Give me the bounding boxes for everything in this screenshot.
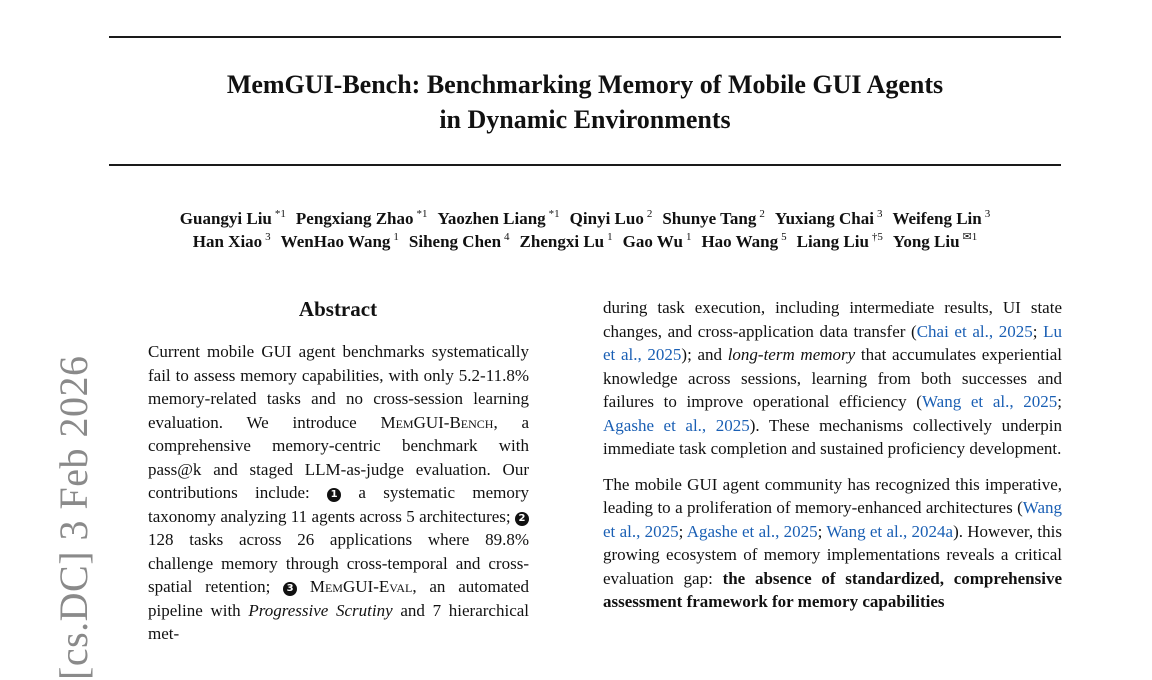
affiliation-marker: 4 [504, 231, 510, 243]
abstract-text: 128 tasks across 26 applications where 89.8% challenge memory through cross-temporal and cross-spatial retention; [148, 530, 529, 596]
abstract-text [297, 577, 310, 596]
body-text: during task execution, including intermediate results, UI state changes, and cross-application data transfer ( [603, 298, 1062, 341]
body-text: that accumulates experiential knowledge across sessions, learning from both successes and failures to improve operational efficiency ( [603, 345, 1062, 411]
author-name-text: Pengxiang Zhao [295, 209, 414, 228]
citation-link[interactable]: Wang et al., 2024a [826, 521, 954, 541]
abstract-text: , a comprehensive memory-centric benchmark with pass@k and staged LLM-as-judge evaluation. Our contributions include: [148, 412, 530, 502]
author-name-text: Shunye Tang [662, 209, 757, 228]
eval-pipeline-name: MemGUI-Eval [309, 577, 413, 596]
body-text: ). However, this growing ecosystem of memory implementations reveals a critical evaluation gap: [603, 521, 1062, 588]
author-name-text: WenHao Wang [280, 232, 391, 251]
author-name-text: Yaozhen Liang [437, 209, 546, 228]
right-column [603, 296, 1062, 614]
author-name [701, 232, 786, 251]
author-name [775, 209, 883, 228]
bold-statement: the absence of standardized, comprehensive assessment framework for memory capabilities [603, 568, 1062, 611]
body-text: The mobile GUI agent community has recognized this imperative, leading to a proliferation of memory-enhanced architectures ( [603, 474, 1062, 517]
author-name [520, 232, 613, 251]
author-name [797, 232, 883, 251]
emphasis-text: long-term memory [727, 345, 856, 364]
body-text: ; [817, 521, 827, 541]
author-name-text: Qinyi Luo [569, 209, 644, 228]
title-line-2: in Dynamic Environments [439, 105, 731, 134]
author-name-text: Gao Wu [622, 232, 683, 251]
citation-link[interactable]: Agashe et al., 2025 [686, 521, 818, 541]
title-bottom-rule [109, 164, 1061, 166]
affiliation-marker: 5 [781, 231, 787, 243]
number-badge-icon: 1 [327, 488, 341, 502]
body-text: ); and [681, 345, 728, 364]
benchmark-name: MemGUI-Bench [380, 412, 494, 432]
author-name [180, 209, 286, 228]
affiliation-marker: 2 [759, 208, 765, 220]
abstract-heading: Abstract [298, 297, 378, 321]
author-name-text: Zhengxi Lu [519, 232, 605, 251]
author-name-text: Yong Liu [892, 232, 960, 251]
title-top-rule [109, 36, 1061, 38]
author-name-text: Liang Liu [796, 232, 869, 251]
abstract-body [148, 340, 529, 646]
citation-link[interactable]: Wang et al., 2025 [603, 498, 1062, 541]
abstract-text: , an automated pipeline with [148, 577, 530, 620]
paper-title [109, 67, 1061, 137]
affiliation-marker: †5 [871, 231, 883, 243]
abstract-text: and 7 hierarchical met- [148, 600, 530, 643]
author-line-2 [100, 230, 1070, 253]
author-name [409, 232, 510, 251]
author-name [893, 232, 977, 251]
paragraph-memory-types [603, 296, 1062, 461]
author-name [623, 232, 692, 251]
author-name-text: Siheng Chen [408, 232, 502, 251]
author-name [281, 232, 399, 251]
author-name [193, 232, 271, 251]
author-name-text: Yuxiang Chai [774, 209, 874, 228]
affiliation-marker: 1 [607, 231, 613, 243]
affiliation-marker: *1 [416, 208, 428, 220]
paragraph-evaluation-gap [603, 473, 1062, 614]
affiliation-marker: 2 [646, 208, 653, 220]
author-name [438, 209, 560, 228]
author-name [892, 209, 990, 228]
arxiv-stamp: [cs.DC] 3 Feb 2026 [51, 355, 96, 680]
citation-link[interactable]: Wang et al., 2025 [921, 392, 1058, 411]
author-name-text: Hao Wang [701, 232, 779, 251]
affiliation-marker: *1 [548, 208, 560, 220]
number-badge-icon: 3 [283, 582, 297, 596]
citation-link[interactable]: Chai et al., 2025 [916, 321, 1033, 341]
abstract-text: Current mobile GUI agent benchmarks systematically fail to assess memory capabilities, with only 5.2-11.8% memory-related tasks and no cross-session learning evaluation. We introduce [148, 342, 529, 432]
body-text: ; [1057, 392, 1062, 411]
title-line-1: MemGUI-Bench: Benchmarking Memory of Mobile GUI Agents [226, 70, 944, 99]
author-name-text: Han Xiao [192, 232, 263, 251]
author-list [100, 207, 1070, 253]
affiliation-marker: 1 [685, 231, 692, 243]
author-name-text: Weifeng Lin [892, 209, 982, 228]
author-name [570, 209, 653, 228]
author-name [662, 209, 765, 228]
affiliation-marker: *1 [274, 208, 286, 220]
author-line-1 [100, 207, 1070, 230]
body-text: ; [678, 521, 687, 541]
citation-link[interactable]: Lu et al., 2025 [603, 321, 1062, 364]
abstract-text: a systematic memory taxonomy analyzing 11 agents across 5 architectures; [148, 483, 529, 526]
affiliation-marker: 3 [265, 231, 271, 243]
number-badge-icon: 2 [515, 512, 529, 526]
affiliation-marker: 1 [393, 231, 399, 243]
affiliation-marker: 3 [876, 208, 883, 220]
author-name [296, 209, 428, 228]
affiliation-marker: ✉1 [962, 231, 978, 243]
body-text: ). These mechanisms collectively underpin immediate task completion and sustained proficiency development. [603, 415, 1062, 458]
method-name: Progressive Scrutiny [248, 600, 393, 620]
author-name-text: Guangyi Liu [179, 209, 272, 228]
body-text: ; [1032, 321, 1044, 341]
citation-link[interactable]: Agashe et al., 2025 [603, 415, 750, 435]
affiliation-marker: 3 [984, 208, 991, 220]
